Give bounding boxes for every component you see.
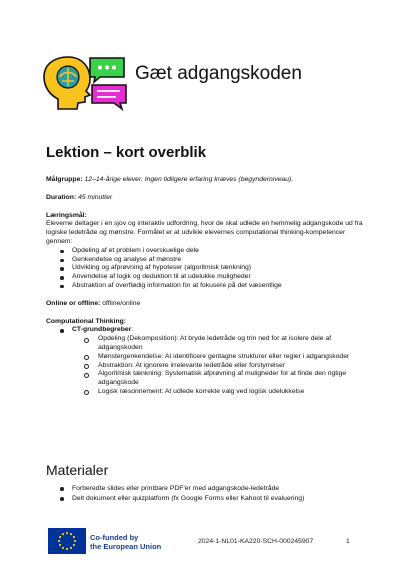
ct-concepts-label: CT-grundbegreber (72, 326, 132, 334)
list-item: Abstraktion: At ignorere irrelevante ledetråde eller forstyrrelser (46, 362, 366, 371)
list-item: Logisk ræsonnement: At udlede korrekte valg ved logisk udelukkelse (46, 388, 366, 397)
eu-funding-text (90, 533, 161, 551)
computational-thinking (46, 318, 366, 397)
list-item: Genkendelse og analyse af mønstre (46, 256, 366, 265)
list-item: Algoritmisk tænkning: Systematisk afprøvning af muligheder for at finde den rigtige adgangskode (46, 370, 366, 388)
learning-goals (46, 212, 366, 291)
delivery-mode-label: Online or offline: (46, 299, 101, 307)
learning-goals-label: Læringsmål: (46, 211, 87, 219)
page-footer (48, 528, 368, 558)
list-item: Delt dokument eller quizplatform (fx Google Forms eller Kahoot til evaluering) (46, 494, 366, 504)
eu-flag-icon (48, 528, 86, 554)
learning-goals-intro: Eleverne deltager i en sjov og interaktiv udfordring, hvor de skal udlede en hemmelig adgangskode ud fra logiske ledetråde og mønstre. Formålet er at udvikle elevernes computational thinking-kompetencer gennem: (46, 220, 363, 245)
document-title: Gæt adgangskoden (135, 63, 302, 84)
list-item: Anvendelse af logik og deduktion til at udelukke muligheder (46, 273, 366, 282)
list-item: Abstraktion af overflødig information for at fokusere på det væsentlige (46, 282, 366, 291)
delivery-mode-value: offline/online (102, 299, 141, 307)
head-with-speech-bubbles-icon (40, 55, 128, 111)
ct-concepts-colon: : (131, 326, 134, 334)
list-item: Opdeling af et problem i overskuelige dele (46, 247, 366, 256)
duration-value: 45 minutter (78, 193, 113, 201)
ct-concepts-item (46, 326, 366, 335)
eu-text-line1: Co-funded by (90, 533, 139, 542)
ct-list (46, 326, 366, 396)
list-item: Forberedte slides eller printbare PDF'er med adgangskode-ledetråde (46, 484, 366, 494)
target-group-label: Målgruppe: (46, 176, 83, 183)
eu-text-line2: the European Union (90, 542, 162, 551)
lesson-overview-heading: Lektion – kort overblik (46, 144, 207, 161)
list-item: Udvikling og afprøvning af hypoteser (algoritmisk tænkning) (46, 264, 366, 273)
duration-label: Duration: (46, 193, 77, 201)
materials-heading: Materialer (46, 462, 109, 478)
page-number: 1 (346, 538, 350, 545)
document-header (40, 55, 370, 115)
delivery-mode (46, 300, 366, 309)
materials-list (46, 484, 366, 504)
project-code: 2024-1-NL01-KA220-SCH-000245907 (198, 538, 314, 545)
target-group-value: 12–14-årige elever. Ingen tidligere erfaring kræves (begynderniveau). (84, 176, 294, 183)
lesson-content (46, 176, 366, 406)
list-item: Mønstergenkendelse: At identificere gentagne strukturer eller regler i adgangskoder (46, 353, 366, 362)
learning-goals-list (46, 247, 366, 291)
list-item: Opdeling (Dekomposition): At bryde ledetråde og trin ned for at isolere dele af adgangskoden (46, 335, 366, 353)
target-group (46, 176, 366, 185)
duration (46, 194, 366, 203)
computational-thinking-label: Computational Thinking: (46, 317, 127, 325)
